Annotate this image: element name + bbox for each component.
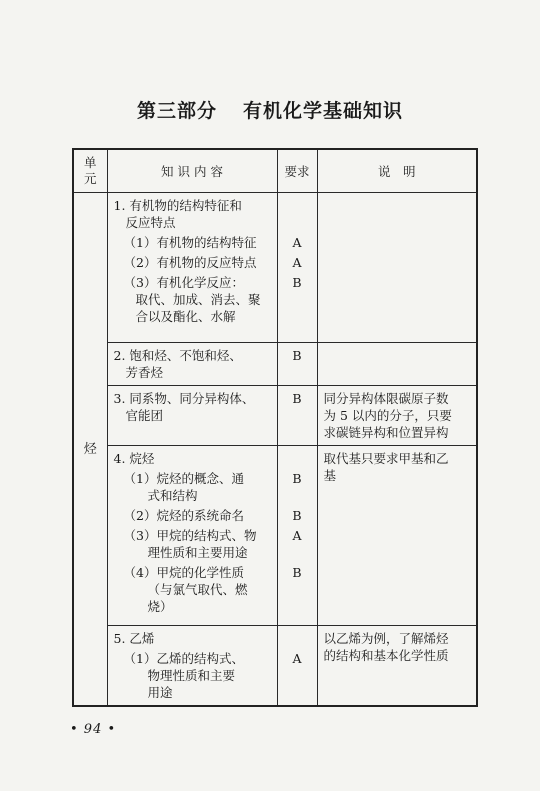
requirement-cell xyxy=(277,193,317,343)
content-line: 芳香烃 xyxy=(125,365,164,380)
requirement-value: B xyxy=(292,471,302,486)
unit-cell: 烃 xyxy=(73,193,107,707)
sub-item-line: 式和结构 xyxy=(147,488,198,503)
knowledge-table xyxy=(72,148,478,707)
part-name: 有机化学基础知识 xyxy=(243,100,404,122)
requirement-value: A xyxy=(292,235,302,250)
header-unit: 单元 xyxy=(73,149,107,193)
note-line: 基 xyxy=(323,468,337,483)
content-cell xyxy=(107,446,277,626)
content-cell xyxy=(107,626,277,707)
notes-cell xyxy=(317,343,477,386)
notes-cell xyxy=(317,446,477,626)
note-line: 为 5 以内的分子，只要 xyxy=(323,408,452,423)
requirement-cell xyxy=(277,386,317,446)
sub-item-line: （3）甲烷的结构式、物 xyxy=(123,528,257,543)
note-line: 同分异构体限碳原子数 xyxy=(323,391,449,406)
notes-cell xyxy=(317,193,477,343)
sub-item-line: （3）有机化学反应： xyxy=(123,275,244,290)
notes-cell xyxy=(317,386,477,446)
requirement-value: A xyxy=(292,255,302,270)
note-line: 的结构和基本化学性质 xyxy=(323,648,449,663)
sub-item-line: （与氯气取代、燃 xyxy=(147,582,248,597)
content-line: 4. 烷烃 xyxy=(113,451,155,466)
content-cell xyxy=(107,193,277,343)
sub-item-line: 用途 xyxy=(147,685,173,700)
content-line: 官能团 xyxy=(125,408,164,423)
table-row xyxy=(73,626,477,707)
requirement-value: A xyxy=(292,651,302,666)
table-header-row xyxy=(73,149,477,193)
content-line: 反应特点 xyxy=(125,215,176,230)
part-label: 第三部分 xyxy=(136,100,217,122)
requirement-value: B xyxy=(292,508,302,523)
requirement-value: B xyxy=(292,348,302,363)
content-line: 3. 同系物、同分异构体、 xyxy=(113,391,255,406)
sub-item-line: 物理性质和主要 xyxy=(147,668,236,683)
sub-item-line: 取代、加成、消去、聚 xyxy=(135,292,261,307)
requirement-cell xyxy=(277,446,317,626)
requirement-cell xyxy=(277,343,317,386)
page-number: • 94 • xyxy=(70,722,117,737)
note-line: 以乙烯为例，了解烯烃 xyxy=(323,631,449,646)
table-row xyxy=(73,343,477,386)
content-cell xyxy=(107,343,277,386)
sub-item-line: （2）有机物的反应特点 xyxy=(123,255,257,270)
sub-item-line: （2）烷烃的系统命名 xyxy=(123,508,244,523)
header-requirement: 要求 xyxy=(277,149,317,193)
sub-item-line: 理性质和主要用途 xyxy=(147,545,248,560)
sub-item-line: （1）烷烃的概念、通 xyxy=(123,471,244,486)
requirement-value: B xyxy=(292,565,302,580)
note-line: 取代基只要求甲基和乙 xyxy=(323,451,449,466)
sub-item-line: （1）有机物的结构特征 xyxy=(123,235,257,250)
table-row xyxy=(73,446,477,626)
table-row xyxy=(73,193,477,343)
sub-item-line: 烧） xyxy=(147,599,173,614)
sub-item-line: （1）乙烯的结构式、 xyxy=(123,651,244,666)
requirement-value: B xyxy=(292,275,302,290)
notes-cell xyxy=(317,626,477,707)
sub-item-line: 合以及酯化、水解 xyxy=(135,309,236,324)
content-line: 2. 饱和烃、不饱和烃、 xyxy=(113,348,242,363)
content-cell xyxy=(107,386,277,446)
requirement-value: A xyxy=(292,528,302,543)
content-line: 5. 乙烯 xyxy=(113,631,155,646)
table-row xyxy=(73,386,477,446)
requirement-cell xyxy=(277,626,317,707)
content-line: 1. 有机物的结构特征和 xyxy=(113,198,242,213)
page-title xyxy=(0,96,540,123)
requirement-value: B xyxy=(292,391,302,406)
header-notes: 说 明 xyxy=(317,149,477,193)
sub-item-line: （4）甲烷的化学性质 xyxy=(123,565,244,580)
note-line: 求碳链异构和位置异构 xyxy=(323,425,449,440)
header-content: 知 识 内 容 xyxy=(107,149,277,193)
